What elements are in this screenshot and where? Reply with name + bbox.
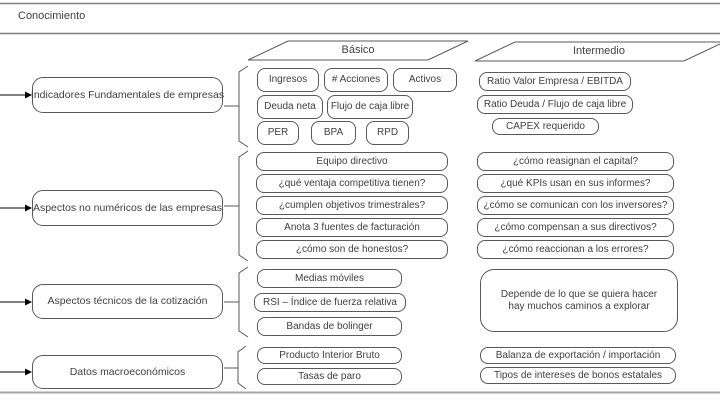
brace-group-2 — [224, 151, 248, 261]
basico-item-bpa: BPA — [311, 121, 356, 145]
basico-item-pib: Producto Interior Bruto — [257, 347, 402, 364]
basico-item-bandas-bolinger: Bandas de bolinger — [257, 317, 402, 336]
basico-item-ingresos: Ingresos — [257, 68, 319, 92]
intermedio-item-kpis-informes: ¿qué KPIs usan en sus informes? — [477, 174, 674, 193]
basico-item-ventaja-competitiva: ¿qué ventaja competitiva tienen? — [256, 174, 448, 193]
intermedio-item-balanza: Balanza de exportación / importación — [480, 347, 676, 364]
basico-item-medias-moviles: Medias móviles — [257, 269, 402, 288]
arrow-row-4 — [0, 369, 32, 376]
basico-item-rsi: RSI – Índice de fuerza relativa — [254, 293, 406, 312]
category-indicadores-fundamentales: Indicadores Fundamentales de empresas — [32, 77, 223, 113]
basico-item-per: PER — [257, 121, 299, 145]
intermedio-item-ratio-ev-ebitda: Ratio Valor Empresa / EBITDA — [479, 72, 631, 91]
intermedio-item-reaccionan-errores: ¿cómo reaccionan a los errores? — [477, 240, 674, 259]
intermedio-item-reasignan-capital: ¿cómo reasignan el capital? — [477, 152, 674, 171]
level-header-basico: Básico — [341, 44, 375, 56]
category-aspectos-tecnicos: Aspectos técnicos de la cotización — [32, 284, 223, 319]
brace-group-4 — [224, 346, 246, 389]
intermedio-item-compensan-directivos: ¿cómo compensan a sus directivos? — [477, 218, 674, 237]
basico-item-rpd: RPD — [366, 121, 409, 145]
level-header-intermedio: Intermedio — [573, 45, 625, 57]
basico-item-fuentes-facturacion: Anota 3 fuentes de facturación — [256, 218, 448, 237]
basico-item-activos: Activos — [393, 68, 457, 92]
brace-group-1 — [224, 66, 248, 147]
intermedio-item-ratio-deuda-fcl: Ratio Deuda / Flujo de caja libre — [477, 95, 633, 114]
intermedio-item-tipos-interes: Tipos de intereses de bonos estatales — [480, 367, 676, 384]
category-datos-macroeconomicos: Datos macroeconómicos — [32, 355, 223, 389]
arrow-row-3 — [0, 299, 32, 306]
basico-item-flujo-caja-libre: Flujo de caja libre — [327, 95, 413, 119]
basico-item-acciones: # Acciones — [324, 68, 388, 92]
brace-group-3 — [224, 267, 248, 337]
intermedio-item-capex: CAPEX requerido — [492, 118, 599, 135]
arrow-row-2 — [0, 205, 32, 212]
intermedio-item-comunican-inversores: ¿cómo se comunican con los inversores? — [477, 196, 674, 215]
intermedio-item-depende-caminos: Depende de lo que se quiera hacer hay muchos caminos a explorar — [480, 269, 678, 332]
arrow-row-1 — [0, 92, 32, 99]
category-aspectos-no-numericos: Aspectos no numéricos de las empresas — [32, 190, 223, 226]
basico-item-tasas-paro: Tasas de paro — [257, 368, 402, 385]
basico-item-deuda-neta: Deuda neta — [257, 95, 323, 119]
basico-item-objetivos-trimestrales: ¿cumplen objetivos trimestrales? — [256, 196, 448, 215]
basico-item-equipo-directivo: Equipo directivo — [256, 152, 448, 171]
diagram-title: Conocimiento — [18, 10, 86, 22]
basico-item-honestos: ¿cómo son de honestos? — [256, 240, 448, 259]
